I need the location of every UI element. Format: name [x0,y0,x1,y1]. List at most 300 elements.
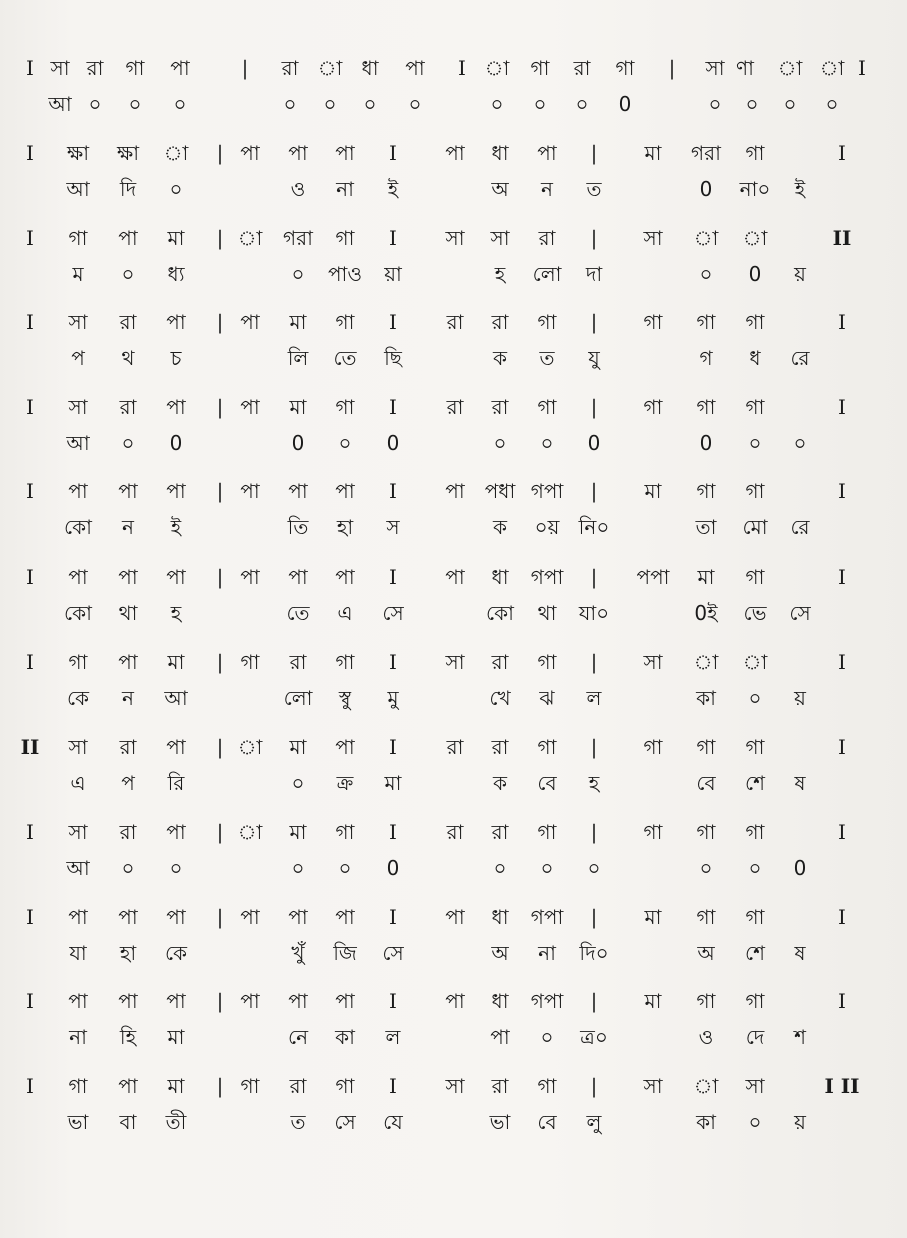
swara-note: সা [643,650,663,674]
lyric-syllable: স্বু [338,686,352,710]
swara-note: া [237,226,263,250]
bar-line: | [590,141,598,165]
swara-note: পা [166,820,186,844]
swara-note: পা [118,226,138,250]
bar-line: I [858,56,866,80]
lyric-syllable: কো [486,601,514,625]
lyric-syllable: পা [490,1025,510,1049]
bar-line: I [389,820,397,844]
lyric-syllable: ০ [283,92,297,116]
lyric-syllable: 0 [618,92,632,116]
lyric-syllable: ০ [291,856,305,880]
lyric-syllable: এ [70,771,86,795]
bar-line: I [838,650,846,674]
swara-note: া [693,1074,719,1098]
lyric-syllable: ০ [745,92,759,116]
swara-note: পা [288,989,308,1013]
lyric-syllable: আ [66,177,90,201]
swara-note: গা [530,56,550,80]
swara-row [0,397,907,425]
swara-note: গপা [530,989,564,1013]
swara-note: পা [335,141,355,165]
swara-row [0,1076,907,1104]
swara-note: গা [745,905,765,929]
bar-line: II [20,735,40,759]
swara-note: গা [68,226,88,250]
lyric-syllable: ত [290,1110,306,1134]
lyric-syllable: ০য় [534,515,560,539]
swara-note: গা [335,650,355,674]
swara-note: রা [446,395,464,419]
bar-line: | [216,226,224,250]
lyric-syllable: মা [384,771,402,795]
bar-line: | [216,310,224,334]
swara-note: গা [335,226,355,250]
lyric-syllable: 0 [699,177,713,201]
swara-note: রা [491,310,509,334]
lyric-syllable: ০ [338,856,352,880]
lyric-syllable: ত [586,177,602,201]
swara-note: গা [696,905,716,929]
swara-note: া [163,141,189,165]
lyric-syllable: আ [164,686,188,710]
lyric-syllable: ষ [794,941,806,965]
swara-note: মা [289,735,307,759]
lyrics-row [0,1027,907,1055]
lyric-syllable: ০ [121,262,135,286]
lyric-syllable: ০ [708,92,722,116]
swara-note: া [819,56,845,80]
swara-row [0,481,907,509]
bar-line: I [26,650,34,674]
lyric-syllable: ০ [793,431,807,455]
lyric-syllable: ০ [363,92,377,116]
lyrics-row [0,603,907,631]
bar-line: | [668,56,676,80]
bar-line: | [590,1074,598,1098]
bar-line: I [838,905,846,929]
lyric-syllable: বে [537,771,557,795]
swara-note: গা [745,310,765,334]
lyric-syllable: ম [72,262,84,286]
lyric-syllable: ক [493,346,507,370]
lyric-syllable: ত্র০ [580,1025,608,1049]
swara-row [0,228,907,256]
swara-note: পা [118,905,138,929]
swara-note: রা [289,1074,307,1098]
lyric-syllable: ০ [699,856,713,880]
swara-note: সা [445,650,465,674]
lyric-syllable: অ [491,941,509,965]
lyrics-row [0,773,907,801]
lyric-syllable: ০ [699,262,713,286]
bar-line: | [216,479,224,503]
bar-line: | [590,735,598,759]
lyric-syllable: আ [48,92,72,116]
lyric-syllable: কো [64,515,92,539]
lyric-syllable: ০ [128,92,142,116]
swara-note: রা [289,650,307,674]
lyric-syllable: শ [794,1025,806,1049]
swara-note: রা [491,820,509,844]
lyric-syllable: গ [699,346,713,370]
lyric-syllable: থা [118,601,138,625]
swara-note: গরা [691,141,721,165]
lyric-syllable: ০ [338,431,352,455]
lyric-syllable: ০ [121,431,135,455]
swara-row [0,652,907,680]
lyric-syllable: ন [122,515,134,539]
swara-note: গা [537,310,557,334]
bar-line: I [458,56,466,80]
bar-line: I [838,735,846,759]
bar-line: I [838,141,846,165]
lyrics-row [0,1112,907,1140]
swara-note: পা [335,565,355,589]
swara-note: মা [644,479,662,503]
bar-line: | [216,395,224,419]
swara-note: গা [240,650,260,674]
swara-note: া [693,226,719,250]
swara-note: পা [118,1074,138,1098]
lyric-syllable: শে [745,941,765,965]
swara-note: পা [405,56,425,80]
swara-note: রা [491,395,509,419]
swara-note: রা [119,735,137,759]
swara-row [0,567,907,595]
lyric-syllable: ধ্য [167,262,185,286]
lyric-syllable: ০ [533,92,547,116]
bar-line: I [26,310,34,334]
lyric-syllable: না [336,177,354,201]
lyric-syllable: তী [165,1110,187,1134]
lyric-syllable: বে [696,771,716,795]
swara-note: রা [573,56,591,80]
lyric-syllable: ০ [825,92,839,116]
swara-note: মা [644,989,662,1013]
swara-note: সা [705,56,725,80]
lyric-syllable: ০ [408,92,422,116]
swara-note: মা [697,565,715,589]
swara-note: মা [289,820,307,844]
bar-line: I [389,989,397,1013]
swara-note: গা [745,141,765,165]
lyric-syllable: ০ [783,92,797,116]
swara-note: রা [491,735,509,759]
swara-note: পা [445,989,465,1013]
bar-line: | [216,650,224,674]
lyric-syllable: চ [170,346,182,370]
lyric-syllable: কে [164,941,188,965]
swara-note: পা [166,395,186,419]
bar-line: | [216,820,224,844]
bar-line: I [838,565,846,589]
lyric-syllable: লো [283,686,313,710]
bar-line: | [216,905,224,929]
bar-line: | [216,565,224,589]
lyric-syllable: ০ [748,686,762,710]
bar-line: I [26,226,34,250]
lyric-syllable: 0 [587,431,601,455]
lyric-syllable: ০ [121,856,135,880]
bar-line: | [216,989,224,1013]
swara-note: পা [166,735,186,759]
lyric-syllable: পাও [327,262,363,286]
bar-line: | [590,226,598,250]
bar-line: I [389,1074,397,1098]
swara-note: পা [68,905,88,929]
swara-note: গা [335,1074,355,1098]
lyric-syllable: খে [489,686,511,710]
lyric-syllable: ০ [493,431,507,455]
swara-note: রা [491,650,509,674]
swara-note: া [237,820,263,844]
lyric-syllable: না [538,941,556,965]
swara-note: পধা [484,479,516,503]
swara-note: মা [289,310,307,334]
swara-note: া [484,56,510,80]
swara-note: রা [119,310,137,334]
lyric-syllable: প [121,771,135,795]
lyric-syllable: 0ই [694,601,718,625]
bar-line: I [26,820,34,844]
lyric-syllable: 0 [169,431,183,455]
lyric-syllable: হি [119,1025,137,1049]
swara-note: পা [68,479,88,503]
swara-note: রা [538,226,556,250]
bar-line: I [389,565,397,589]
lyric-syllable: ০ [748,1110,762,1134]
swara-note: রা [281,56,299,80]
swara-note: গা [696,310,716,334]
bar-line: I [838,310,846,334]
lyric-syllable: হ [588,771,600,795]
swara-note: গা [643,310,663,334]
lyric-syllable: যা০ [578,601,610,625]
lyric-syllable: য় [794,262,806,286]
lyrics-row [0,517,907,545]
swara-note: মা [289,395,307,419]
lyric-syllable: এ [337,601,353,625]
lyric-syllable: ক [493,515,507,539]
swara-note: পা [335,479,355,503]
swara-note: ক্ষা [116,141,140,165]
swara-note: গা [615,56,635,80]
swara-note: গা [537,735,557,759]
lyric-syllable: রি [167,771,185,795]
swara-note: গা [643,820,663,844]
lyric-syllable: মা [167,1025,185,1049]
swara-note: মা [644,905,662,929]
lyric-syllable: ০ [88,92,102,116]
lyric-syllable: হা [119,941,137,965]
bar-line: I [26,1074,34,1098]
lyric-syllable: কা [335,1025,355,1049]
lyric-syllable: লি [287,346,309,370]
bar-line: | [590,820,598,844]
swara-note: সা [68,310,88,334]
lyric-syllable: ০ [173,92,187,116]
lyric-syllable: দা [585,262,603,286]
lyric-syllable: 0 [291,431,305,455]
swara-note: পা [335,905,355,929]
lyric-syllable: ষ [794,771,806,795]
lyric-syllable: ০ [169,856,183,880]
lyric-syllable: ই [170,515,182,539]
swara-note: গা [745,565,765,589]
swara-note: গা [537,395,557,419]
lyrics-row [0,264,907,292]
bar-line: | [590,650,598,674]
swara-note: গা [643,395,663,419]
lyric-syllable: য় [794,686,806,710]
lyric-syllable: তে [333,346,357,370]
lyric-syllable: দি [119,177,137,201]
swara-note: গা [643,735,663,759]
swara-note: গা [125,56,145,80]
lyric-syllable: রে [790,515,810,539]
lyric-syllable: লু [586,1110,602,1134]
lyrics-row [0,433,907,461]
lyric-syllable: প [71,346,85,370]
bar-line: I [26,141,34,165]
lyric-syllable: ন [541,177,553,201]
swara-note: পা [68,989,88,1013]
swara-note: পা [118,650,138,674]
lyric-syllable: সে [789,601,811,625]
lyric-syllable: অ [697,941,715,965]
swara-note: পা [240,395,260,419]
bar-line: I [26,395,34,419]
lyric-syllable: শে [745,771,765,795]
swara-note: গা [745,820,765,844]
swara-note: গা [68,1074,88,1098]
lyrics-row [0,348,907,376]
swara-note: রা [491,1074,509,1098]
lyric-syllable: ধ [749,346,761,370]
swara-note: পা [166,905,186,929]
bar-line: I [389,650,397,674]
lyrics-row [0,858,907,886]
bar-line: I [26,565,34,589]
swara-note: মা [167,1074,185,1098]
lyric-syllable: 0 [699,431,713,455]
lyric-syllable: কে [66,686,90,710]
swara-note: পা [240,479,260,503]
swara-note: সা [643,226,663,250]
swara-note: গরা [283,226,313,250]
swara-note: সা [490,226,510,250]
swara-note: া [317,56,343,80]
lyric-syllable: ভা [489,1110,511,1134]
bar-line: I [389,479,397,503]
lyric-syllable: থা [537,601,557,625]
swara-note: সা [643,1074,663,1098]
bar-line: | [216,141,224,165]
swara-note: া [237,735,263,759]
lyric-syllable: ত [539,346,555,370]
lyric-syllable: হ [170,601,182,625]
swara-note: পা [445,479,465,503]
swara-note: ক্ষা [66,141,90,165]
lyric-syllable: ০ [291,262,305,286]
lyric-syllable: মু [387,686,399,710]
swara-note: গপা [530,479,564,503]
lyric-syllable: ছি [384,346,402,370]
swara-note: গা [696,989,716,1013]
bar-line: | [590,479,598,503]
swara-note: ধা [491,989,509,1013]
bar-line: I [389,310,397,334]
lyric-syllable: কা [696,686,716,710]
lyric-syllable: 0 [748,262,762,286]
lyric-syllable: রে [790,346,810,370]
swara-note: সা [745,1074,765,1098]
bar-line: I [838,989,846,1013]
lyric-syllable: জি [333,941,357,965]
lyric-syllable: যু [588,346,600,370]
swara-note: পা [288,905,308,929]
lyric-syllable: ক [493,771,507,795]
lyric-syllable: ০ [323,92,337,116]
lyric-syllable: ০ [490,92,504,116]
swara-note: মা [167,226,185,250]
swara-row [0,737,907,765]
lyric-syllable: ০ [587,856,601,880]
bar-line: I [26,479,34,503]
swara-note: গা [745,989,765,1013]
swara-note: মা [167,650,185,674]
bar-line: I [26,989,34,1013]
swara-note: পা [118,565,138,589]
lyric-syllable: না [69,1025,87,1049]
swara-note: পা [240,310,260,334]
bar-line: | [590,565,598,589]
swara-row [0,991,907,1019]
bar-line: II [832,226,852,250]
swara-note: পা [537,141,557,165]
lyric-syllable: অ [491,177,509,201]
bar-line: I [838,479,846,503]
swara-note: পা [240,141,260,165]
lyric-syllable: বে [537,1110,557,1134]
bar-line: I [389,905,397,929]
lyric-syllable: ভা [67,1110,89,1134]
swara-note: গা [696,479,716,503]
lyric-syllable: নি০ [578,515,610,539]
swara-note: ধা [491,565,509,589]
swara-note: গা [745,479,765,503]
lyric-syllable: সে [334,1110,356,1134]
lyric-syllable: ০ [291,771,305,795]
swara-note: া [742,226,768,250]
bar-line: | [216,735,224,759]
lyric-syllable: না০ [739,177,771,201]
lyric-syllable: ভে [743,601,767,625]
bar-line: | [590,310,598,334]
lyric-syllable: ০ [169,177,183,201]
swara-note: পা [445,565,465,589]
swara-note: গা [537,650,557,674]
bar-line: | [241,56,249,80]
lyric-syllable: ০ [748,431,762,455]
lyric-syllable: ০ [540,431,554,455]
swara-row [0,143,907,171]
lyric-syllable: আ [66,431,90,455]
swara-note: পা [240,565,260,589]
swara-note: া [777,56,803,80]
swara-note: গা [335,395,355,419]
